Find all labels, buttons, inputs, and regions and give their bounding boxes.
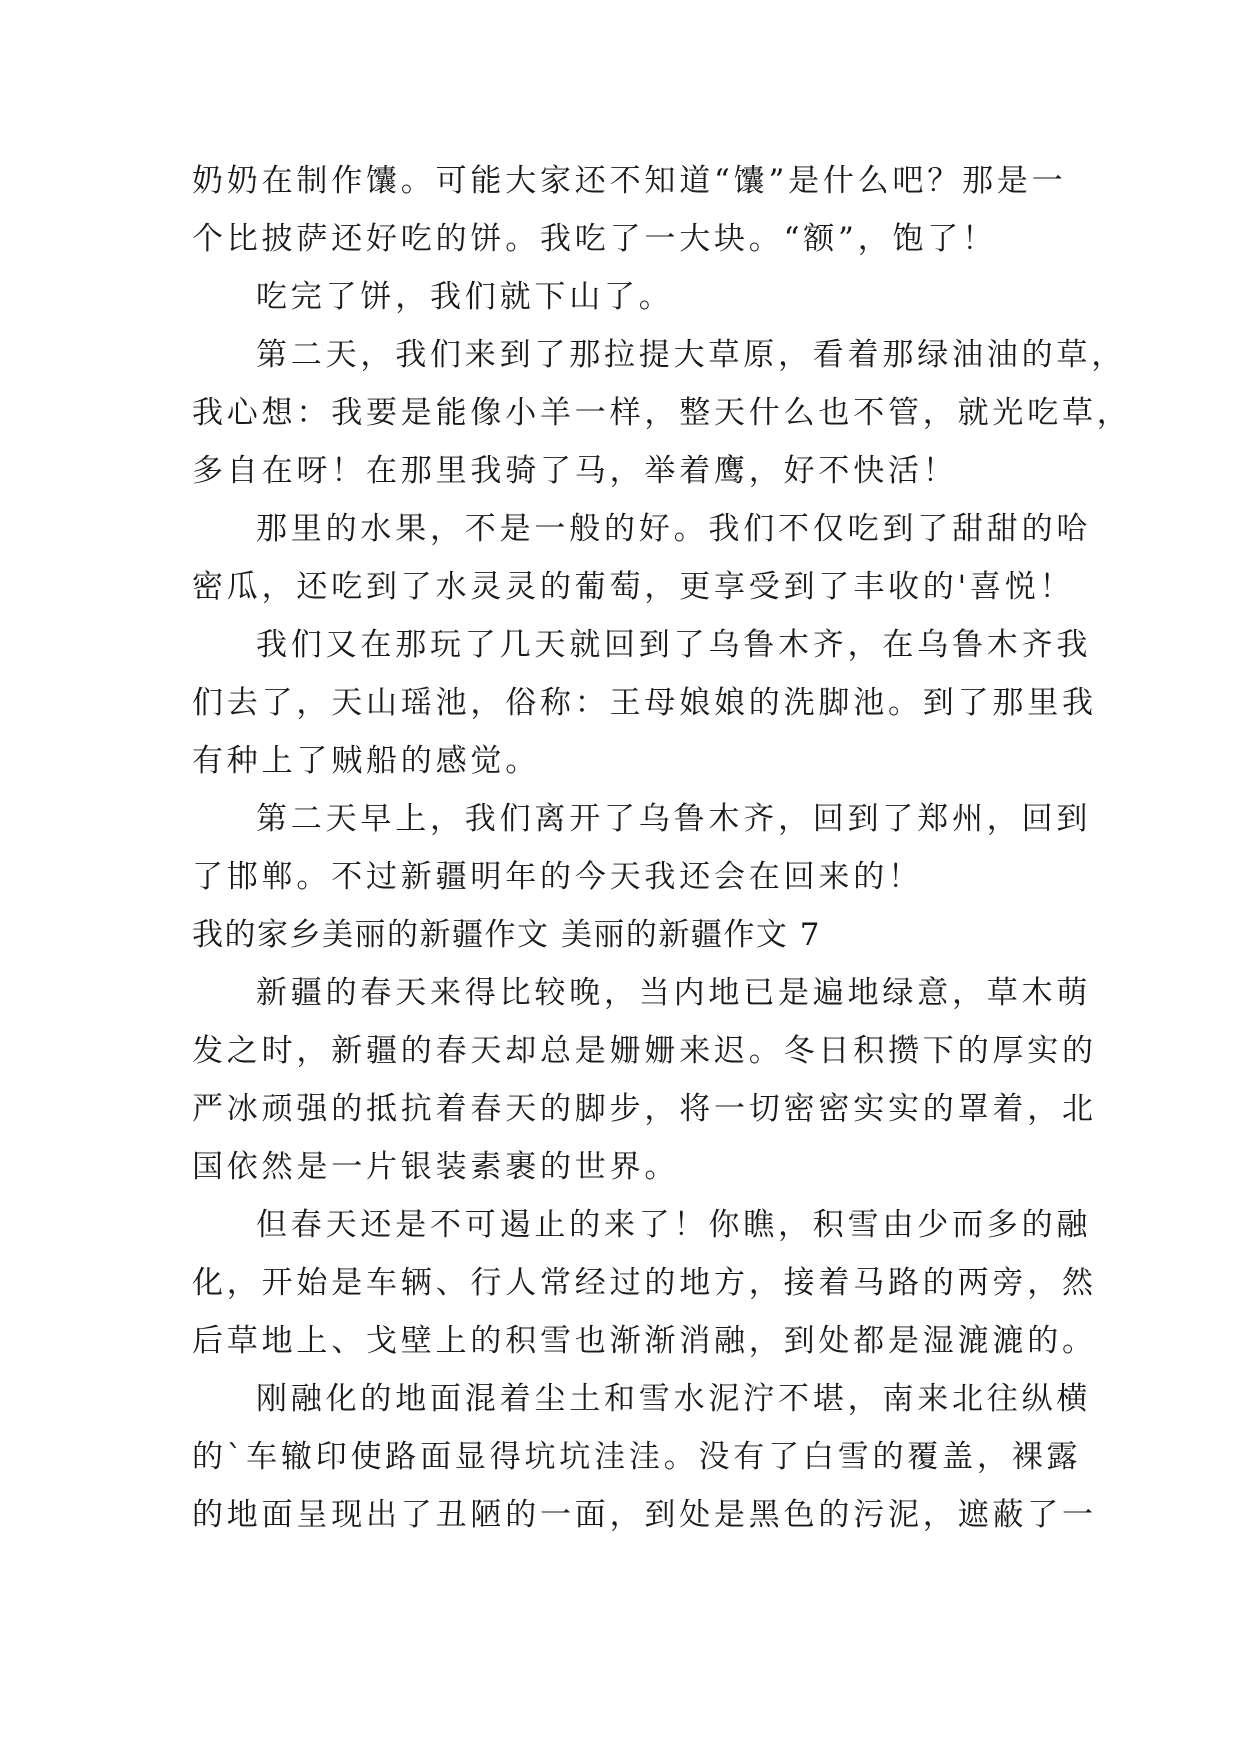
section-heading: 我的家乡美丽的新疆作文 美丽的新疆作文 7 <box>192 917 821 953</box>
text-line: 的`车辙印使路面显得坑坑洼洼。没有了白雪的覆盖，裸露 <box>192 1439 1082 1475</box>
text-line: 个比披萨还好吃的饼。我吃了一大块。“额”，饱了！ <box>192 221 997 257</box>
text-line: 我们又在那玩了几天就回到了乌鲁木齐，在乌鲁木齐我 <box>256 627 1092 663</box>
text-line: 我心想：我要是能像小羊一样，整天什么也不管，就光吃草， <box>192 395 1132 431</box>
text-line: 密瓜，还吃到了水灵灵的葡萄，更享受到了丰收的'喜悦！ <box>192 569 1075 605</box>
text-line: 那里的水果，不是一般的好。我们不仅吃到了甜甜的哈 <box>256 511 1092 547</box>
text-line: 刚融化的地面混着尘土和雪水泥泞不堪，南来北往纵横 <box>256 1381 1092 1417</box>
text-line: 了邯郸。不过新疆明年的今天我还会在回来的！ <box>192 859 923 895</box>
text-line: 第二天早上，我们离开了乌鲁木齐，回到了郑州，回到 <box>256 801 1092 837</box>
text-line: 的地面呈现出了丑陋的一面，到处是黑色的污泥，遮蔽了一 <box>192 1497 1097 1533</box>
text-line: 后草地上、戈壁上的积雪也渐渐消融，到处都是湿漉漉的。 <box>192 1323 1097 1359</box>
document-body <box>192 152 1132 1544</box>
text-line: 奶奶在制作馕。可能大家还不知道“馕”是什么吧？那是一 <box>192 163 1067 199</box>
text-line: 有种上了贼船的感觉。 <box>192 743 540 779</box>
text-line: 多自在呀！在那里我骑了马，举着鹰，好不快活！ <box>192 453 958 489</box>
text-line: 吃完了饼，我们就下山了。 <box>256 279 674 315</box>
text-line: 化，开始是车辆、行人常经过的地方，接着马路的两旁，然 <box>192 1265 1097 1301</box>
text-line: 们去了，天山瑶池，俗称：王母娘娘的洗脚池。到了那里我 <box>192 685 1097 721</box>
text-line: 第二天，我们来到了那拉提大草原，看着那绿油油的草， <box>256 337 1126 373</box>
text-line: 国依然是一片银装素裹的世界。 <box>192 1149 680 1185</box>
text-line: 新疆的春天来得比较晚，当内地已是遍地绿意，草木萌 <box>256 975 1092 1011</box>
text-line: 发之时，新疆的春天却总是姗姗来迟。冬日积攒下的厚实的 <box>192 1033 1097 1069</box>
text-line: 但春天还是不可遏止的来了！你瞧，积雪由少而多的融 <box>256 1207 1092 1243</box>
text-line: 严冰顽强的抵抗着春天的脚步，将一切密密实实的罩着，北 <box>192 1091 1097 1127</box>
